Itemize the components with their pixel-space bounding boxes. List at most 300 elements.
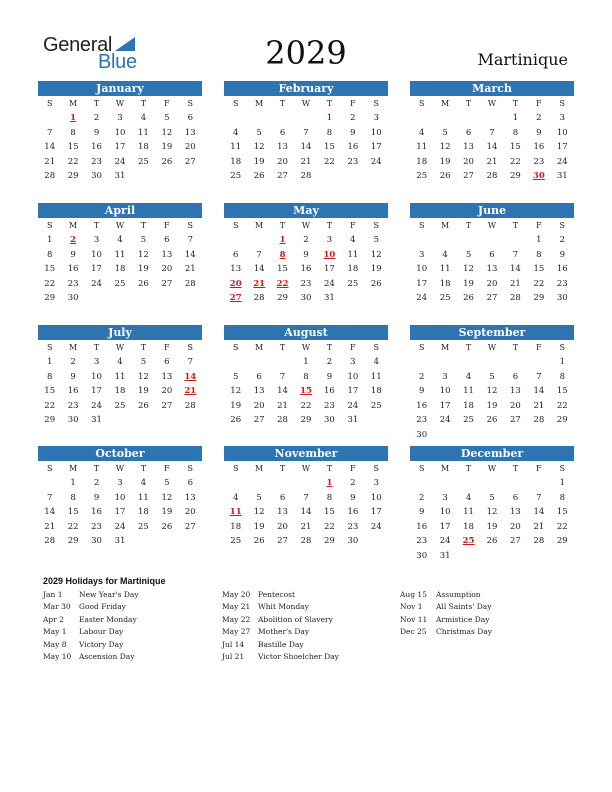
day-cell: 12 [138, 249, 149, 260]
day-cell: 10 [416, 264, 428, 274]
day-cell: 22 [324, 521, 335, 532]
day-cell: 21 [44, 156, 56, 167]
day-cell: 15 [556, 386, 568, 396]
month-march [410, 81, 574, 184]
day-cell: 9 [93, 127, 100, 138]
weekday-label: S [187, 343, 193, 352]
day-cell: 8 [47, 249, 53, 260]
holiday-day: 2 [70, 235, 77, 245]
day-cell: 6 [279, 127, 286, 138]
day-cell: 21 [533, 521, 545, 532]
day-cell: 17 [416, 278, 428, 289]
holiday-day: 21 [184, 386, 197, 396]
day-cell: 11 [114, 371, 126, 382]
day-cell: 20 [184, 507, 196, 517]
holiday-date: Nov 11 [400, 614, 428, 624]
day-cell: 3 [117, 478, 123, 488]
day-cell: 27 [253, 415, 265, 425]
holiday-column [400, 589, 492, 639]
day-cell: 26 [486, 536, 498, 546]
day-cell: 25 [439, 293, 451, 303]
holiday-date: Nov 1 [400, 602, 423, 612]
day-cell: 23 [533, 156, 545, 167]
empty-day [457, 233, 480, 248]
day-cell: 17 [324, 264, 335, 274]
month-august [224, 325, 388, 428]
day-grid [410, 111, 574, 184]
day-cell: 9 [70, 249, 76, 260]
day-cell: 13 [486, 264, 498, 274]
empty-day [247, 111, 270, 126]
day-cell: 15 [556, 507, 568, 517]
day-cell: 7 [187, 357, 193, 367]
holiday-date: May 20 [222, 590, 251, 599]
day-cell: 25 [114, 278, 126, 289]
weekday-label: T [512, 99, 519, 108]
weekday-label: M [255, 99, 264, 108]
holiday-date: Aug 15 [400, 590, 427, 599]
day-cell: 9 [536, 127, 542, 138]
day-cell: 18 [416, 156, 428, 167]
day-cell: 24 [370, 521, 382, 532]
day-cell: 10 [370, 492, 382, 503]
holiday-row [43, 626, 139, 638]
day-cell: 7 [47, 492, 53, 503]
weekday-label: W [301, 99, 311, 108]
weekday-label: T [140, 221, 147, 230]
day-cell: 3 [419, 249, 425, 260]
day-cell: 19 [253, 521, 265, 532]
day-cell: 2 [350, 478, 356, 488]
empty-day [224, 233, 247, 248]
day-cell: 10 [439, 507, 451, 517]
day-cell: 22 [67, 156, 79, 167]
day-cell: 16 [347, 142, 359, 152]
day-cell: 23 [324, 400, 335, 411]
day-cell: 11 [347, 249, 359, 260]
holiday-column [222, 589, 339, 663]
day-cell: 1 [512, 113, 519, 123]
day-cell: 13 [184, 127, 196, 138]
day-cell: 1 [559, 478, 565, 488]
day-cell: 26 [230, 415, 242, 425]
day-cell: 23 [91, 156, 102, 167]
day-cell: 31 [324, 293, 335, 303]
day-cell: 8 [70, 127, 76, 138]
day-cell: 21 [44, 521, 56, 532]
empty-day [224, 355, 247, 370]
holiday-name: Victory Day [79, 639, 124, 649]
holiday-day: 30 [532, 171, 545, 181]
day-cell: 3 [117, 113, 123, 123]
day-cell: 10 [347, 371, 359, 382]
weekday-label: F [164, 343, 170, 352]
day-cell: 4 [419, 127, 425, 138]
holiday-name: Easter Monday [79, 614, 137, 624]
day-cell: 17 [439, 400, 451, 411]
day-cell: 13 [161, 249, 173, 260]
day-cell: 1 [70, 478, 76, 488]
day-cell: 30 [67, 293, 79, 303]
day-grid [224, 476, 388, 549]
day-cell: 1 [47, 235, 53, 245]
day-cell: 9 [419, 507, 425, 517]
day-cell: 18 [138, 142, 149, 152]
holiday-name: Abolition of Slavery [258, 614, 333, 624]
weekday-label: F [164, 99, 170, 108]
month-header: January [38, 81, 202, 96]
day-cell: 7 [303, 127, 309, 138]
weekday-label: F [350, 464, 356, 473]
holiday-name: Christmas Day [436, 627, 492, 637]
day-cell: 21 [533, 400, 545, 411]
month-december [410, 446, 574, 563]
day-cell: 20 [277, 521, 288, 532]
day-cell: 26 [439, 171, 451, 181]
day-cell: 5 [164, 478, 170, 488]
day-cell: 1 [47, 357, 53, 367]
day-cell: 18 [370, 386, 382, 396]
holiday-day: 8 [279, 249, 286, 260]
month-header: August [224, 325, 388, 340]
day-cell: 20 [184, 142, 196, 152]
weekday-label: F [536, 99, 542, 108]
day-cell: 25 [347, 278, 359, 289]
weekday-label: S [232, 343, 239, 352]
weekday-label: T [93, 99, 100, 108]
holiday-row [400, 589, 492, 601]
month-header: May [224, 203, 388, 218]
day-cell: 11 [463, 507, 474, 517]
day-cell: 8 [512, 127, 519, 138]
day-cell: 14 [300, 142, 312, 152]
day-cell: 26 [161, 521, 173, 532]
day-cell: 19 [463, 278, 474, 289]
day-cell: 2 [559, 235, 565, 245]
holiday-date: Jul 14 [222, 639, 245, 649]
day-cell: 14 [44, 507, 56, 517]
day-cell: 9 [70, 371, 76, 382]
day-cell: 20 [161, 386, 173, 396]
holiday-row [400, 626, 492, 638]
day-cell: 24 [416, 293, 428, 303]
day-cell: 17 [91, 386, 102, 396]
day-cell: 2 [93, 478, 100, 488]
day-cell: 16 [324, 386, 335, 396]
weekday-label: T [326, 99, 333, 108]
holiday-row [43, 601, 139, 613]
day-cell: 5 [140, 235, 147, 245]
weekday-row [224, 97, 388, 111]
day-grid [410, 355, 574, 442]
weekday-label: F [536, 464, 542, 473]
day-cell: 4 [117, 235, 123, 245]
day-cell: 11 [138, 127, 149, 138]
weekday-label: S [559, 99, 565, 108]
day-cell: 19 [138, 386, 149, 396]
day-cell: 26 [253, 536, 265, 546]
day-cell: 17 [114, 507, 126, 517]
day-cell: 25 [230, 536, 242, 546]
day-cell: 22 [44, 400, 56, 411]
day-cell: 28 [533, 536, 545, 546]
day-cell: 15 [510, 142, 521, 152]
day-cell: 7 [47, 127, 53, 138]
weekday-label: W [115, 221, 125, 230]
day-cell: 14 [300, 507, 312, 517]
day-cell: 28 [277, 415, 288, 425]
month-header: July [38, 325, 202, 340]
day-cell: 19 [161, 142, 173, 152]
day-cell: 18 [230, 156, 242, 167]
weekday-label: S [187, 464, 193, 473]
day-cell: 1 [326, 113, 333, 123]
day-cell: 14 [510, 264, 521, 274]
weekday-row [224, 341, 388, 355]
empty-day [433, 233, 456, 248]
day-cell: 15 [67, 507, 79, 517]
day-cell: 27 [161, 400, 173, 411]
empty-day [271, 111, 294, 126]
day-cell: 29 [67, 536, 79, 546]
day-cell: 26 [161, 156, 173, 167]
day-cell: 18 [138, 507, 149, 517]
day-cell: 5 [164, 113, 170, 123]
day-cell: 23 [300, 278, 312, 289]
day-cell: 10 [91, 249, 102, 260]
page-title: 2029 [265, 34, 347, 72]
empty-day [410, 233, 433, 248]
day-cell: 5 [373, 235, 379, 245]
day-cell: 14 [44, 142, 56, 152]
day-cell: 12 [253, 142, 265, 152]
weekday-row [224, 219, 388, 233]
empty-day [527, 476, 550, 491]
day-cell: 10 [370, 127, 382, 138]
day-cell: 20 [253, 400, 265, 411]
day-grid [38, 233, 202, 306]
day-cell: 4 [233, 127, 239, 138]
empty-day [38, 476, 61, 491]
weekday-label: T [140, 464, 147, 473]
holiday-name: Pentecost [258, 590, 296, 599]
holiday-name: Bastille Day [258, 639, 304, 649]
calendar-grid [38, 81, 575, 561]
weekday-label: S [232, 99, 239, 108]
day-cell: 16 [67, 264, 79, 274]
day-cell: 21 [300, 156, 312, 167]
empty-day [247, 355, 270, 370]
month-may [224, 203, 388, 306]
day-grid [410, 233, 574, 306]
day-grid [224, 111, 388, 184]
day-cell: 8 [303, 371, 309, 382]
empty-day [457, 355, 480, 370]
day-cell: 19 [439, 156, 451, 167]
day-grid [410, 476, 574, 563]
day-cell: 24 [439, 536, 451, 546]
weekday-label: F [536, 343, 542, 352]
day-cell: 28 [300, 171, 312, 181]
day-cell: 29 [67, 171, 79, 181]
day-cell: 18 [114, 386, 126, 396]
holiday-row [43, 614, 139, 626]
day-cell: 12 [370, 249, 382, 260]
day-cell: 18 [463, 400, 474, 411]
empty-day [480, 476, 503, 491]
holiday-row [222, 651, 339, 663]
weekday-label: T [279, 464, 286, 473]
weekday-label: W [301, 221, 311, 230]
day-cell: 16 [416, 400, 428, 411]
holiday-name: Mother's Day [258, 627, 310, 637]
weekday-label: T [512, 221, 519, 230]
weekday-label: W [301, 343, 311, 352]
day-cell: 26 [138, 400, 149, 411]
day-cell: 28 [44, 171, 56, 181]
day-grid [38, 476, 202, 549]
weekday-row [224, 462, 388, 476]
holiday-day: 1 [279, 235, 286, 245]
day-cell: 24 [91, 400, 102, 411]
day-cell: 10 [114, 492, 126, 503]
day-cell: 12 [138, 371, 149, 382]
weekday-label: F [536, 221, 542, 230]
day-cell: 21 [486, 156, 498, 167]
weekday-label: W [115, 99, 125, 108]
day-cell: 3 [350, 357, 356, 367]
day-cell: 6 [164, 357, 170, 367]
day-cell: 4 [233, 492, 239, 503]
day-cell: 29 [44, 415, 56, 425]
day-cell: 26 [370, 278, 382, 289]
empty-day [224, 111, 247, 126]
weekday-label: T [140, 99, 147, 108]
day-cell: 29 [324, 536, 335, 546]
day-cell: 8 [70, 492, 76, 503]
weekday-row [38, 219, 202, 233]
weekday-row [38, 462, 202, 476]
month-july [38, 325, 202, 428]
day-cell: 14 [253, 264, 265, 274]
holiday-date: Apr 2 [43, 614, 64, 624]
day-cell: 9 [93, 492, 100, 503]
holiday-day: 21 [253, 278, 266, 289]
holiday-name: New Year's Day [79, 590, 139, 599]
month-june [410, 203, 574, 306]
day-cell: 5 [489, 492, 495, 503]
holiday-day: 22 [276, 278, 289, 289]
day-cell: 4 [465, 492, 472, 503]
holiday-row [43, 589, 139, 601]
day-cell: 1 [559, 357, 565, 367]
day-cell: 27 [486, 293, 498, 303]
weekday-label: W [301, 464, 311, 473]
day-cell: 7 [256, 249, 262, 260]
day-cell: 31 [347, 415, 359, 425]
weekday-label: W [115, 343, 125, 352]
month-header: December [410, 446, 574, 461]
weekday-label: S [559, 343, 565, 352]
day-cell: 4 [442, 249, 448, 260]
weekday-label: F [164, 464, 170, 473]
weekday-label: M [255, 464, 264, 473]
day-cell: 30 [67, 415, 79, 425]
day-cell: 11 [230, 142, 242, 152]
weekday-label: T [279, 343, 286, 352]
holiday-name: All Saints' Day [436, 602, 492, 612]
day-cell: 6 [187, 478, 193, 488]
day-cell: 19 [486, 521, 498, 532]
day-cell: 30 [91, 171, 102, 181]
day-cell: 4 [465, 371, 472, 382]
day-cell: 25 [463, 415, 474, 425]
day-cell: 2 [303, 235, 309, 245]
day-cell: 12 [486, 386, 498, 396]
weekday-label: T [279, 99, 286, 108]
day-cell: 23 [67, 400, 79, 411]
day-cell: 7 [536, 371, 542, 382]
day-cell: 10 [91, 371, 102, 382]
day-cell: 3 [373, 478, 379, 488]
month-february [224, 81, 388, 184]
weekday-label: F [164, 221, 170, 230]
day-cell: 2 [536, 113, 542, 123]
day-cell: 18 [463, 521, 474, 532]
day-cell: 5 [140, 357, 147, 367]
day-cell: 16 [67, 386, 79, 396]
day-cell: 3 [559, 113, 565, 123]
day-cell: 21 [184, 264, 196, 274]
day-cell: 27 [277, 171, 288, 181]
day-cell: 15 [324, 507, 335, 517]
holiday-date: May 1 [43, 627, 67, 637]
day-cell: 15 [324, 142, 335, 152]
day-cell: 23 [416, 536, 428, 546]
holidays-title: 2029 Holidays for Martinique [43, 576, 166, 586]
day-cell: 22 [556, 400, 568, 411]
day-cell: 20 [486, 278, 498, 289]
day-cell: 30 [324, 415, 335, 425]
day-cell: 11 [138, 492, 149, 503]
day-cell: 2 [70, 357, 76, 367]
day-cell: 24 [370, 156, 382, 167]
holiday-column [43, 589, 139, 663]
day-cell: 13 [510, 507, 521, 517]
day-cell: 12 [161, 127, 173, 138]
month-header: February [224, 81, 388, 96]
weekday-label: S [373, 99, 379, 108]
weekday-label: T [93, 464, 100, 473]
day-cell: 22 [300, 400, 312, 411]
day-cell: 27 [463, 171, 474, 181]
empty-day [247, 233, 270, 248]
holiday-date: Jan 1 [43, 590, 63, 599]
day-cell: 4 [140, 113, 147, 123]
weekday-label: M [69, 464, 78, 473]
empty-day [294, 476, 317, 491]
month-header: September [410, 325, 574, 340]
day-cell: 25 [138, 521, 149, 532]
month-header: October [38, 446, 202, 461]
day-cell: 4 [140, 478, 147, 488]
day-cell: 11 [370, 371, 382, 382]
day-cell: 19 [370, 264, 382, 274]
weekday-label: W [115, 464, 125, 473]
day-cell: 16 [416, 521, 428, 532]
empty-day [480, 355, 503, 370]
weekday-label: T [326, 343, 333, 352]
